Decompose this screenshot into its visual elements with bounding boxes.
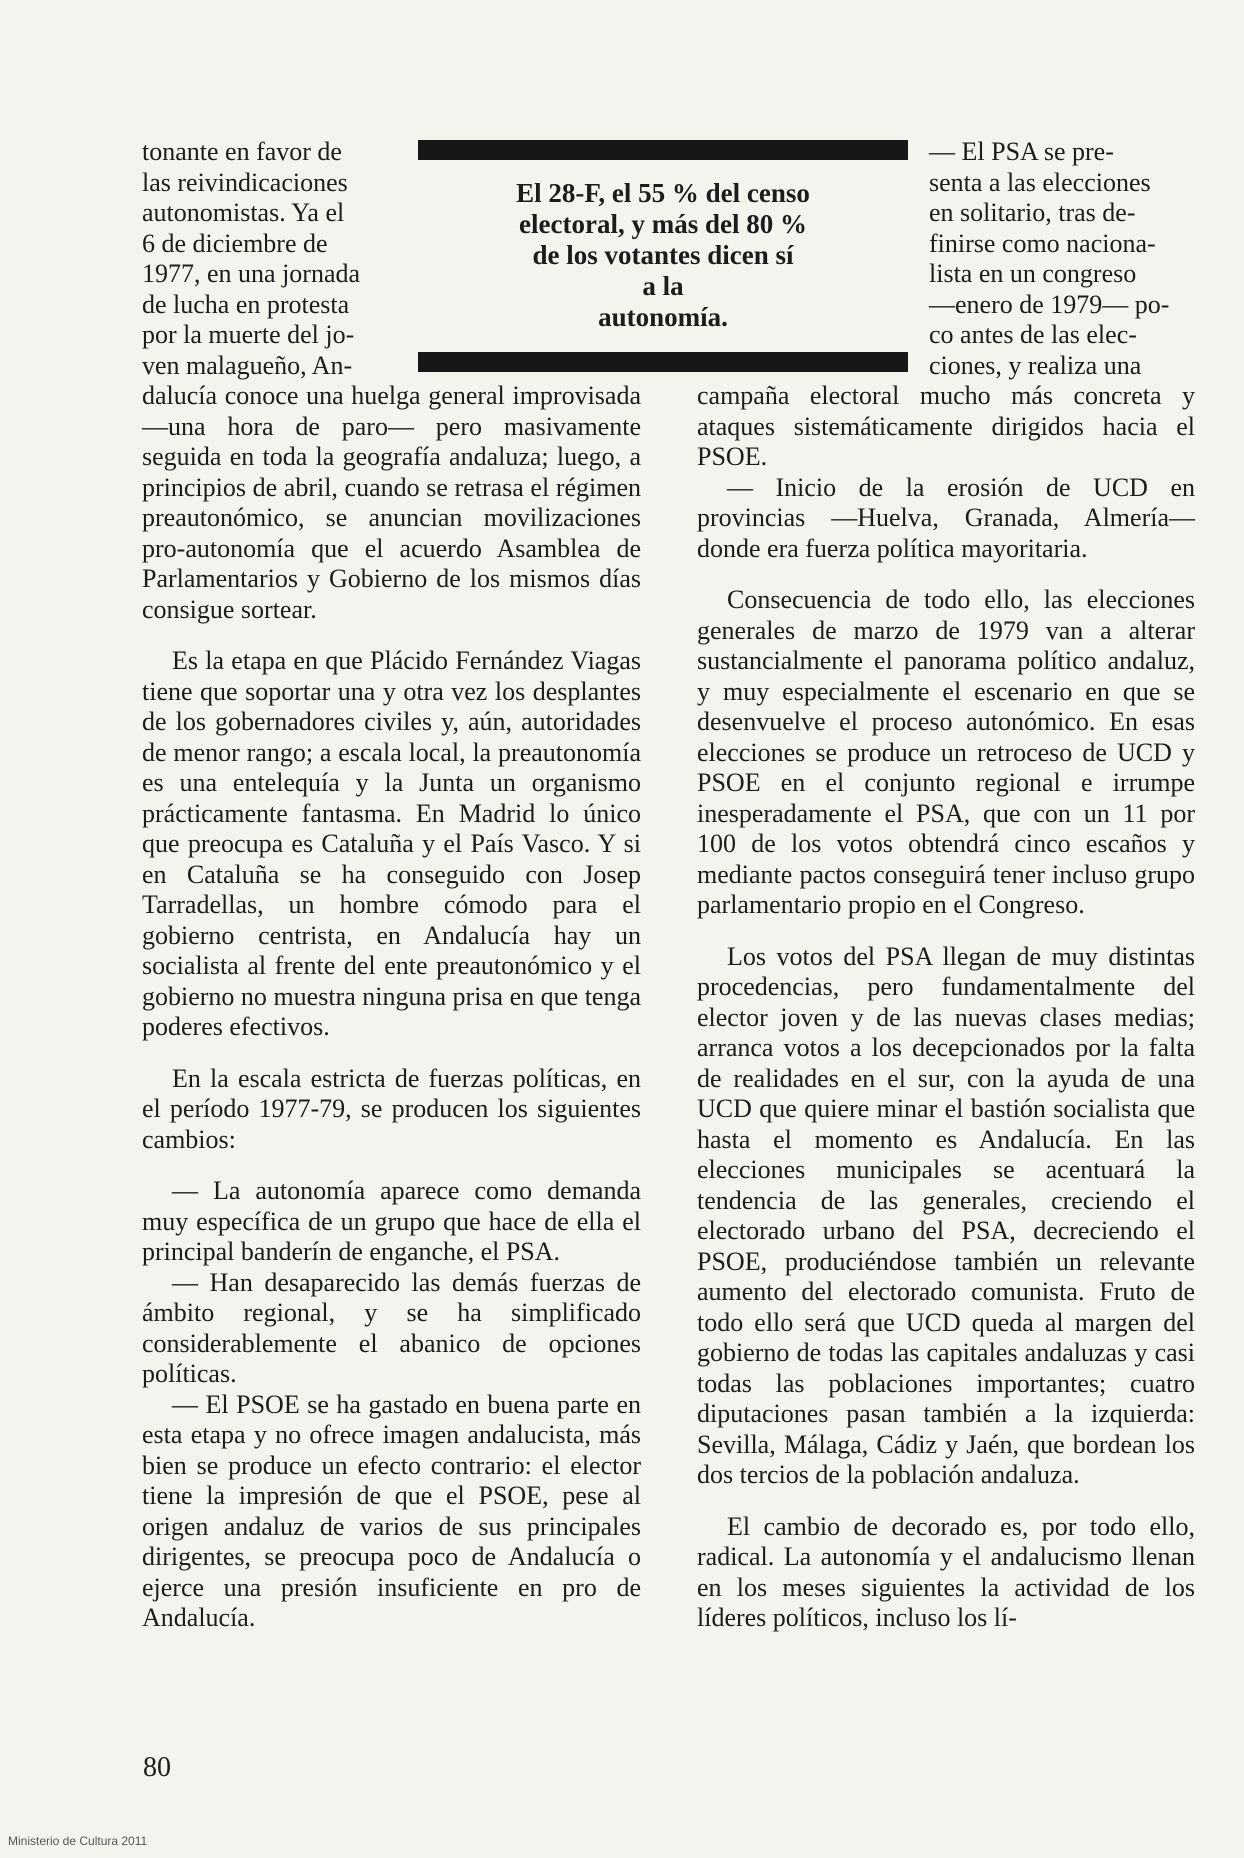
callout-top-rule <box>418 140 908 160</box>
text-line: finirse como naciona- <box>929 228 1156 258</box>
page-number: 80 <box>143 1752 171 1783</box>
paragraph: — La autonomía aparece como demanda muy específica de un grupo que hace de ella el principal banderín de enganche, el PSA. <box>142 1176 641 1266</box>
paragraph: dalucía conoce una huelga general improvisada —una hora de paro— pero masivamente seguida en toda la geografía andaluza; luego, a principios de abril, cuando se retrasa el régimen preautonómico, se anuncian movilizaciones pro-autonomía que el acuerdo Asamblea de Parlamentarios y Gobierno de los mismos días consigue sortear. <box>142 381 641 624</box>
paragraph: Es la etapa en que Plácido Fernández Viagas tiene que soportar una y otra vez los desplantes de los gobernadores civiles y, aún, autoridades de menor rango; a escala local, la preautonomía es una entelequía y la Junta un organismo prácticamente fantasma. En Madrid lo único que preocupa es Cataluña y el País Vasco. Y si en Cataluña se ha conseguido con Josep Tarradellas, un hombre cómodo para el gobierno centrista, en Andalucía hay un socialista al frente del ente preautonómico y el gobierno no muestra ninguna prisa en que tenga poderes efectivos. <box>142 646 641 1041</box>
text-line: en solitario, tras de- <box>929 198 1136 227</box>
text-line: — El PSA se pre- <box>929 137 1114 166</box>
text-line: co antes de las elec- <box>929 320 1137 349</box>
text-line: tonante en favor de <box>142 137 342 166</box>
text-line: 6 de diciembre de <box>142 228 328 258</box>
text-line: por la muerte del jo- <box>142 320 355 349</box>
paragraph: Consecuencia de todo ello, las elecciones generales de marzo de 1979 van a alterar sustancialmente el panorama político andaluz, y muy especialmente el escenario en que se desenvuelve el proceso autonómico. En esas elecciones se produce un retroceso de UCD y PSOE en el conjunto regional e irrumpe inesperadamente el PSA, que con un 11 por 100 de los votos obtendrá cinco escaños y mediante pactos conseguirá tener incluso grupo parlamentario propio en el Congreso. <box>697 585 1195 919</box>
paragraph: campaña electoral mucho más concreta y ataques sistemáticamente dirigidos hacia el PSOE. <box>697 381 1195 471</box>
callout-text: El 28-F, el 55 % del censo electoral, y más del 80 % de los votantes dicen sí a la autonomía. <box>516 178 810 332</box>
text-line: las reivindicaciones <box>142 167 348 197</box>
text-line: ven malagueño, An- <box>142 350 353 380</box>
left-column <box>142 381 641 1634</box>
paragraph: Los votos del PSA llegan de muy distintas procedencias, pero fundamentalmente del elector joven y de las nuevas clases medias; arranca votos a los decepcionados por la falta de realidades en el sur, con la ayuda de una UCD que quiere minar el bastión socialista que hasta el momento es Andalucía. En las elecciones municipales se acentuará la tendencia de las generales, creciendo el electorado urbano del PSA, decreciendo el PSOE, produciéndose también un relevante aumento del electorado comunista. Fruto de todo ello será que UCD queda al margen del gobierno de todas las capitales andaluzas y casi todas las poblaciones importantes; cuatro diputaciones pasan también a la izquierda: Sevilla, Málaga, Cádiz y Jaén, que bordean los dos tercios de la población andaluza. <box>697 941 1195 1489</box>
text-line: autonomistas. Ya el <box>142 198 345 227</box>
right-column <box>697 381 1195 1634</box>
text-line: lista en un congreso <box>929 259 1137 288</box>
text-line: —enero de 1979— po- <box>929 289 1170 319</box>
paragraph: — El PSOE se ha gastado en buena parte en esta etapa y no ofrece imagen andalucista, más bien se produce un efecto contrario: el elector tiene la impresión de que el PSOE, pese al origen andaluz de varios de sus principales dirigentes, se preocupa poco de Andalucía o ejerce una presión insuficiente en pro de Andalucía. <box>142 1389 641 1632</box>
pull-quote <box>418 138 908 376</box>
text-line: de lucha en protesta <box>142 289 350 319</box>
paragraph: En la escala estricta de fuerzas políticas, en el período 1977-79, se producen los siguientes cambios: <box>142 1063 641 1154</box>
text-line: 1977, en una jornada <box>142 259 361 288</box>
footer-credit: Ministerio de Cultura 2011 <box>8 1834 148 1848</box>
paragraph: — Inicio de la erosión de UCD en provincias —Huelva, Granada, Almería— donde era fuerza política mayoritaria. <box>697 472 1195 563</box>
text-line: ciones, y realiza una <box>929 350 1142 380</box>
callout-bottom-rule <box>418 352 908 372</box>
right-narrow-block <box>929 137 1195 381</box>
text-line: senta a las elecciones <box>929 167 1151 197</box>
left-narrow-block <box>142 137 408 381</box>
paragraph: — Han desaparecido las demás fuerzas de ámbito regional, y se ha simplificado considerablemente el abanico de opciones políticas. <box>142 1267 641 1388</box>
paragraph: El cambio de decorado es, por todo ello, radical. La autonomía y el andalucismo llenan en los meses siguientes la actividad de los líderes políticos, incluso los lí- <box>697 1511 1195 1632</box>
